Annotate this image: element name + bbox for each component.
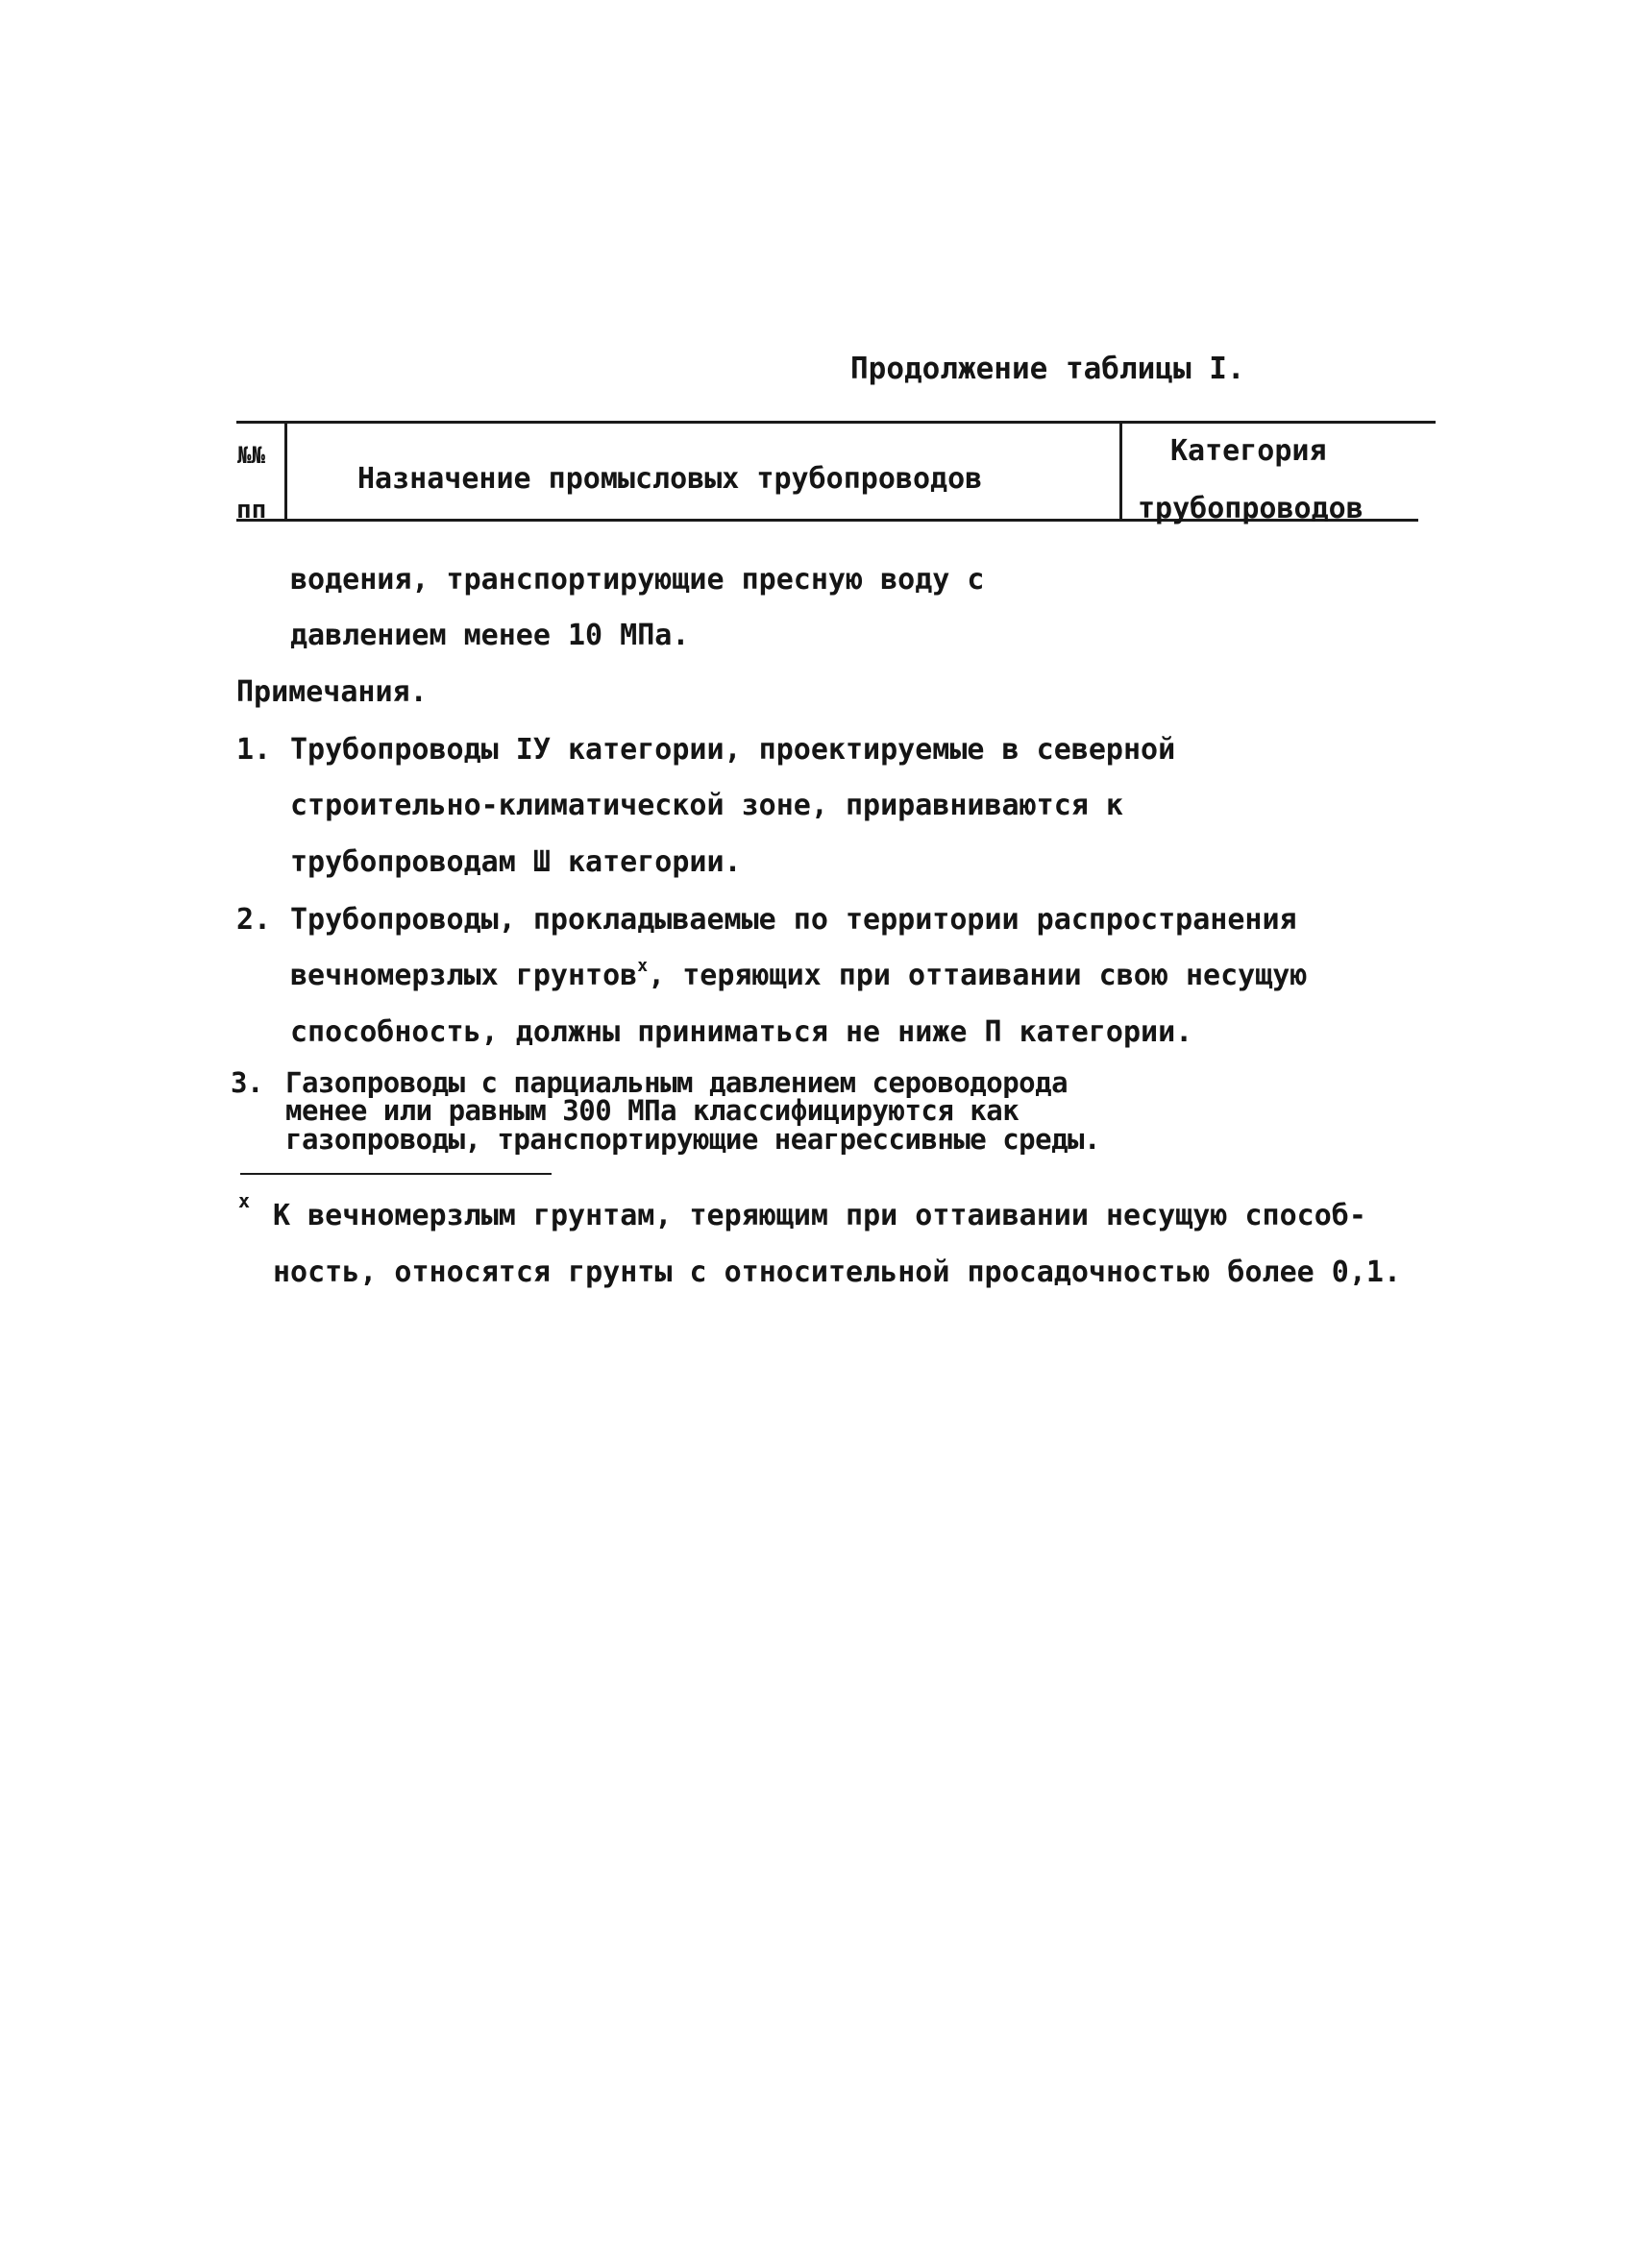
- footnote-mark: х: [238, 1189, 251, 1212]
- note-line: [290, 956, 1308, 993]
- continuation-label: Продолжение таблицы I.: [850, 352, 1245, 386]
- footnote-separator: [240, 1173, 552, 1175]
- note-line: менее или равным 300 МПа классифицируются как: [285, 1094, 1020, 1127]
- table-top-rule: [236, 421, 1436, 424]
- num-col-header-bottom: пп: [236, 496, 267, 524]
- note-line: газопроводы, транспортирующие неагрессивные среды.: [285, 1123, 1100, 1156]
- note-line-text: , теряющих при оттаивании свою несущую: [648, 959, 1308, 992]
- note-line: трубопроводам Ш категории.: [290, 845, 742, 879]
- continued-row-line-1: водения, транспортирующие пресную воду с: [290, 563, 985, 597]
- note-line: строительно-климатической зоне, приравниваются к: [290, 789, 1123, 822]
- footnote-reference-mark: х: [637, 956, 649, 976]
- note-line: Трубопроводы, прокладываемые по территории распространения: [290, 903, 1297, 937]
- note-number: 3.: [231, 1066, 263, 1099]
- num-col-header-top: №№: [237, 442, 265, 469]
- table-col-divider-1: [284, 423, 287, 519]
- footnote-line-2: ность, относятся грунты с относительной просадочностью более 0,1.: [273, 1256, 1401, 1289]
- note-number: 2.: [236, 903, 272, 937]
- note-line-text: вечномерзлых грунтов: [290, 959, 638, 992]
- footnote-line-1: К вечномерзлым грунтам, теряющим при оттаивании несущую способ-: [273, 1199, 1366, 1232]
- note-line: Трубопроводы IУ категории, проектируемые в северной: [290, 733, 1176, 767]
- table-col-divider-2: [1119, 423, 1122, 519]
- note-line: способность, должны приниматься не ниже П категории.: [290, 1015, 1193, 1049]
- category-col-header-bottom: трубопроводов: [1138, 492, 1363, 525]
- purpose-col-header: Назначение промысловых трубопроводов: [357, 462, 983, 496]
- note-number: 1.: [236, 733, 272, 767]
- category-col-header-top: Категория: [1170, 434, 1327, 468]
- notes-heading: Примечания.: [236, 675, 428, 709]
- continued-row-line-2: давлением менее 10 МПа.: [290, 619, 690, 652]
- note-line: Газопроводы с парциальным давлением сероводорода: [285, 1066, 1069, 1099]
